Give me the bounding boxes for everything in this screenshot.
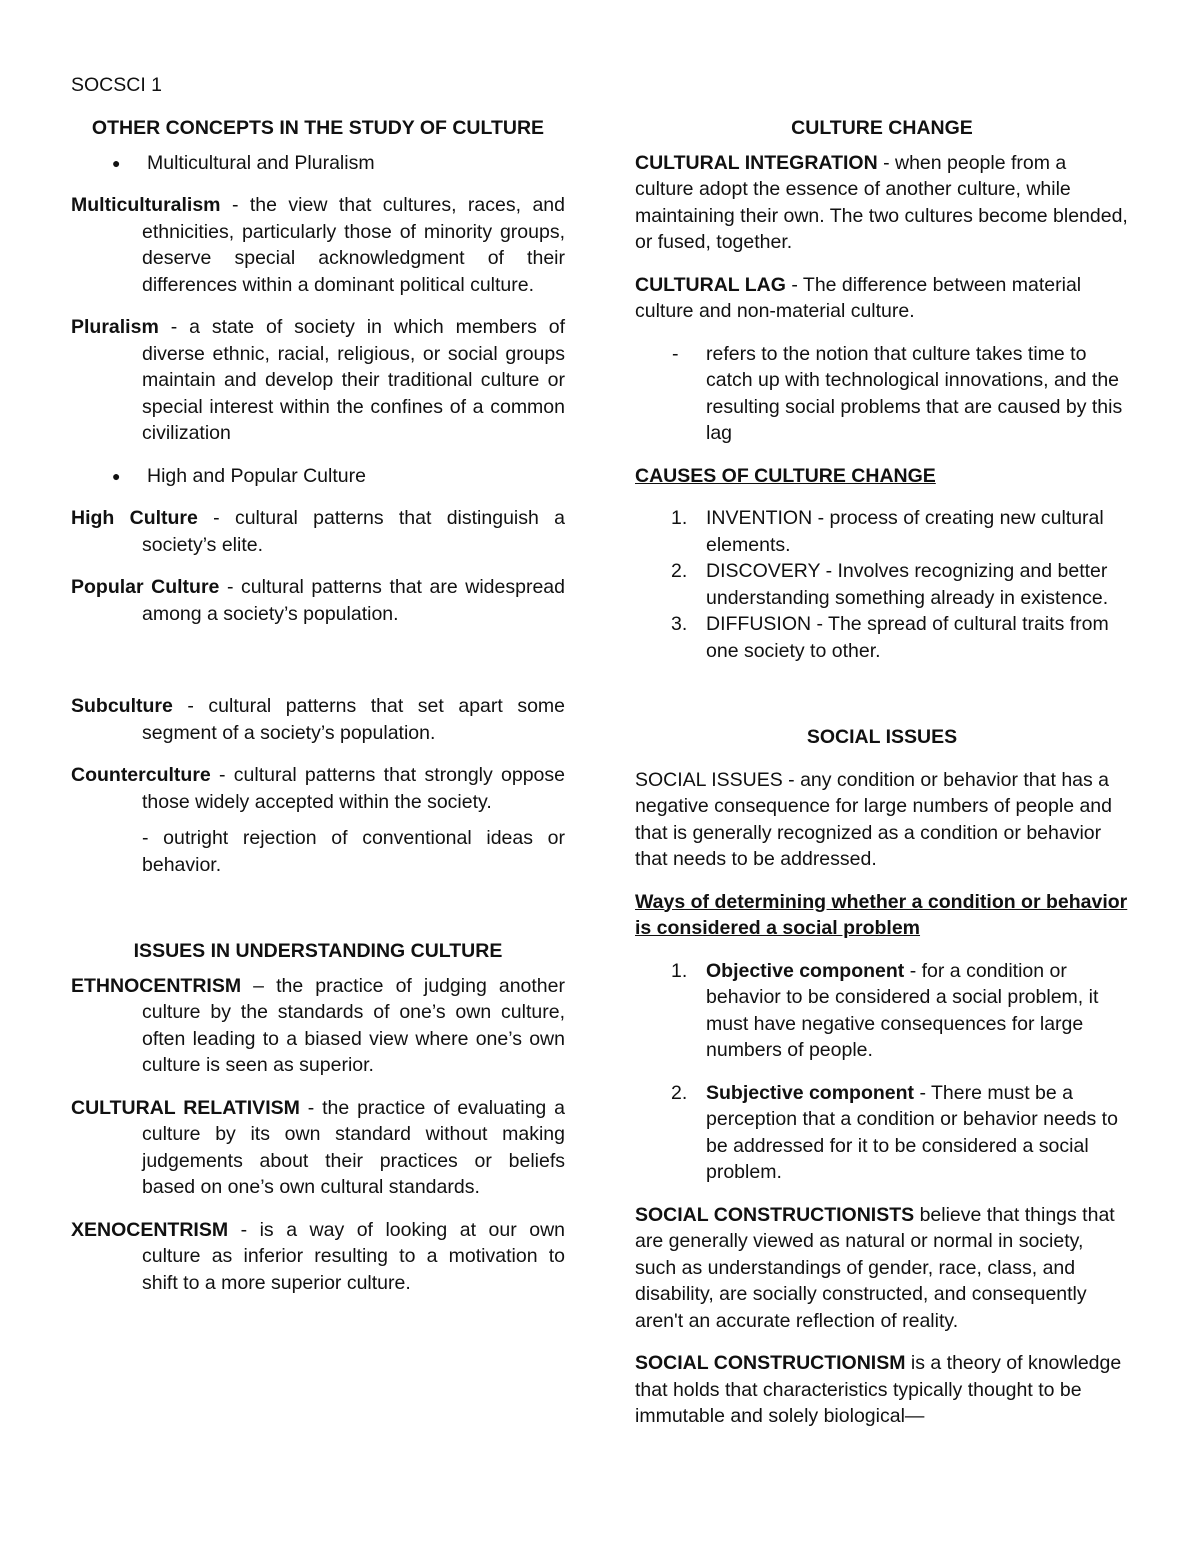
section-title-issues: ISSUES IN UNDERSTANDING CULTURE bbox=[133, 940, 503, 962]
right-column bbox=[635, 115, 1129, 1446]
list-item: 2. Subjective component - There must be a perception that a condition or behavior needs to be addressed for it to be considered a social problem. bbox=[671, 1081, 1118, 1183]
ways-heading: Ways of determining whether a condition or behavior is considered a social problem bbox=[635, 890, 1128, 939]
components-list bbox=[635, 958, 1129, 1186]
course-header: SOCSCI 1 bbox=[71, 74, 163, 96]
definition-popular-culture: Popular Culture - cultural patterns that are widespread among a society’s population. bbox=[71, 576, 565, 625]
definition-ethnocentrism: ETHNOCENTRISM – the practice of judging another culture by the standards of one’s own culture, often leading to a biased view where one’s own culture is seen as superior. bbox=[71, 974, 565, 1076]
definition-cultural-relativism: CULTURAL RELATIVISM - the practice of evaluating a culture by its own standard without making judgements about their practices or beliefs based on one’s own cultural standards. bbox=[71, 1096, 565, 1198]
section-title-causes: CAUSES OF CULTURE CHANGE bbox=[635, 464, 936, 487]
definition-pluralism: Pluralism - a state of society in which members of diverse ethnic, racial, religious, or social groups maintain and develop their traditional culture or special interest within the confines of a common civilization bbox=[71, 316, 565, 444]
bullet-item: ● Multicultural and Pluralism bbox=[71, 150, 565, 177]
definition-multiculturalism: Multiculturalism - the view that cultures, races, and ethnicities, particularly those of minority groups, deserve special acknowledgment of their differences within a dominant political culture. bbox=[71, 194, 565, 296]
causes-list bbox=[635, 505, 1129, 664]
counterculture-note: - outright rejection of conventional ideas or behavior. bbox=[142, 827, 565, 876]
definition-counterculture: Counterculture - cultural patterns that strongly oppose those widely accepted within the society. bbox=[71, 764, 565, 813]
list-item: 2. DISCOVERY - Involves recognizing and better understanding something already in existence. bbox=[671, 560, 1109, 609]
definition-social-issues: SOCIAL ISSUES - any condition or behavior that has a negative consequence for large numbers of people and that is generally recognized as a condition or behavior that needs to be addressed. bbox=[635, 768, 1112, 870]
bullet-item: ● High and Popular Culture bbox=[71, 463, 565, 490]
definition-social-constructionists: SOCIAL CONSTRUCTIONISTS believe that things that are generally viewed as natural or normal in society, such as understandings of gender, race, class, and disability, are socially constructed, and consequently aren't an accurate reflection of reality. bbox=[635, 1203, 1115, 1332]
section-title-social-issues: SOCIAL ISSUES bbox=[806, 726, 958, 748]
section-title-culture-change: CULTURE CHANGE bbox=[791, 117, 973, 139]
list-item: 1. INVENTION - process of creating new cultural elements. bbox=[671, 507, 1104, 556]
bullet-icon: ● bbox=[112, 467, 121, 484]
definition-cultural-lag: CULTURAL LAG - The difference between material culture and non-material culture. bbox=[635, 273, 1082, 322]
list-item: 1. Objective component - for a condition or behavior to be considered a social problem, it must have negative consequences for large numbers of people. bbox=[671, 959, 1099, 1061]
definition-cultural-integration: CULTURAL INTEGRATION - when people from a culture adopt the essence of another culture, while maintaining their own. The two cultures become blended, or fused, together. bbox=[635, 151, 1128, 253]
definition-social-constructionism: SOCIAL CONSTRUCTIONISM is a theory of knowledge that holds that characteristics typically thought to be immutable and solely biological— bbox=[635, 1352, 1122, 1427]
definition-xenocentrism: XENOCENTRISM - is a way of looking at our own culture as inferior resulting to a motivation to shift to a more superior culture. bbox=[71, 1218, 565, 1294]
cultural-lag-note: - refers to the notion that culture takes time to catch up with technological innovations, and the resulting social problems that are caused by this lag bbox=[672, 342, 1123, 444]
list-item: 3. DIFFUSION - The spread of cultural traits from one society to other. bbox=[671, 613, 1109, 662]
left-column bbox=[71, 115, 565, 1312]
definition-subculture: Subculture - cultural patterns that set apart some segment of a society’s population. bbox=[71, 695, 565, 744]
section-title-other-concepts: OTHER CONCEPTS IN THE STUDY OF CULTURE bbox=[91, 117, 545, 139]
definition-high-culture: High Culture - cultural patterns that distinguish a society’s elite. bbox=[71, 507, 565, 556]
bullet-icon: ● bbox=[112, 154, 121, 171]
